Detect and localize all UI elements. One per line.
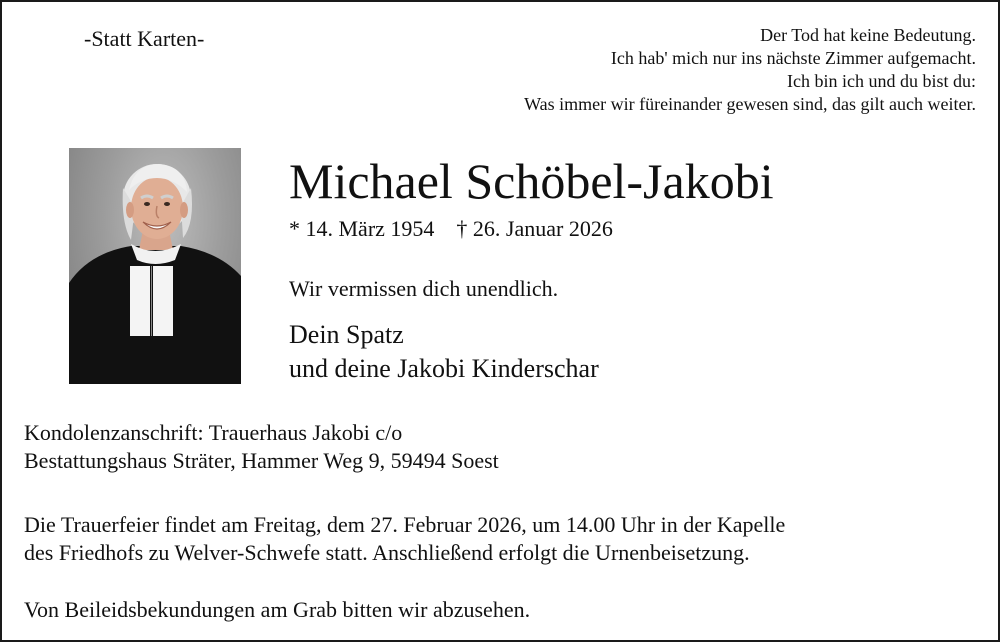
portrait-photo — [69, 148, 241, 384]
quote-line: Ich hab' mich nur ins nächste Zimmer aufgemacht. — [610, 48, 976, 68]
birth-date: * 14. März 1954 — [289, 216, 435, 241]
quote-line: Was immer wir füreinander gewesen sind, das gilt auch weiter. — [524, 94, 976, 114]
signers — [289, 318, 599, 386]
poem-quote — [524, 24, 976, 116]
funeral-line: des Friedhofs zu Welver-Schwefe statt. Anschließend erfolgt die Urnenbeisetzung. — [24, 540, 750, 565]
quote-line: Ich bin ich und du bist du: — [787, 71, 976, 91]
condolence-request: Von Beileidsbekundungen am Grab bitten wir abzusehen. — [24, 597, 531, 622]
condolence-address — [24, 419, 499, 475]
signer-line: Dein Spatz — [289, 320, 404, 349]
funeral-line: Die Trauerfeier findet am Freitag, dem 27. Februar 2026, um 14.00 Uhr in der Kapelle — [24, 512, 786, 537]
life-dates — [289, 215, 613, 243]
death-date: † 26. Januar 2026 — [456, 216, 613, 241]
funeral-info — [24, 511, 785, 567]
deceased-name: Michael Schöbel-Jakobi — [289, 153, 774, 209]
signer-line: und deine Jakobi Kinderschar — [289, 354, 599, 383]
statt-karten-label: -Statt Karten- — [84, 26, 205, 51]
quote-line: Der Tod hat keine Bedeutung. — [760, 25, 976, 45]
address-line: Bestattungshaus Sträter, Hammer Weg 9, 59494 Soest — [24, 448, 499, 473]
address-line: Kondolenzanschrift: Trauerhaus Jakobi c/o — [24, 420, 403, 445]
memorial-message: Wir vermissen dich unendlich. — [289, 276, 559, 301]
